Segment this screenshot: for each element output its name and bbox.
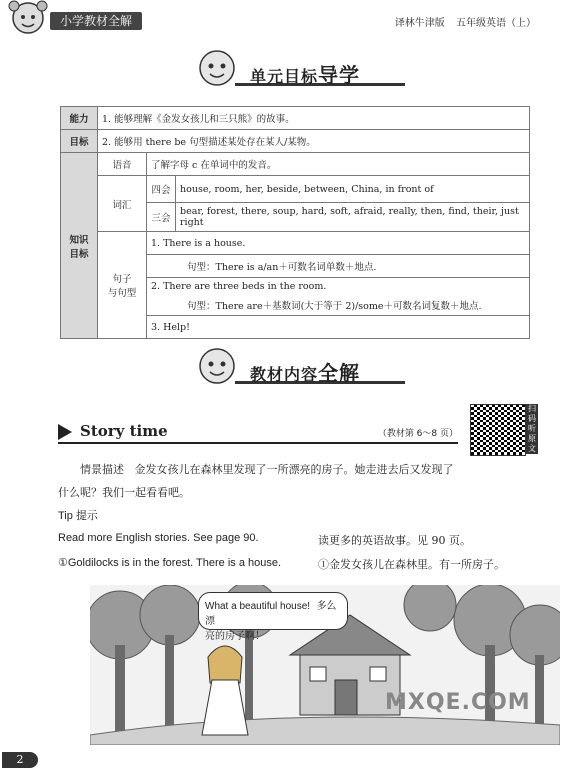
triangle-icon — [58, 424, 72, 440]
pattern-1: 句型：There is a/an＋可数名词单数＋地点. — [147, 255, 530, 278]
tip-english: Read more English stories. See page 90. — [58, 532, 259, 544]
section-title: 教材内容全解 — [250, 361, 361, 385]
knowledge-label: 知识 目标 — [61, 153, 98, 339]
section-banner-content — [195, 352, 405, 388]
pattern-2: 句型：There are＋基数词(大于等于 2)/some＋可数名词复数＋地点. — [187, 301, 482, 312]
ability-item-1: 1. 能够理解《金发女孩儿和三只熊》的故事。 — [98, 107, 530, 130]
sentence-3: 3. Help! — [147, 316, 530, 339]
brand-title: 小学教材全解 — [50, 12, 142, 30]
qr-code-icon[interactable] — [470, 404, 526, 456]
vocab-label: 词汇 — [98, 176, 147, 232]
qr-label: 扫码听原文 — [528, 404, 536, 453]
three-skill-label: 三会 — [147, 203, 176, 232]
sentence-2: 2. There are three beds in the room. 句型：There are＋基数词(大于等于 2)/some＋可数名词复数＋地点. — [147, 278, 530, 316]
four-skill-words: house, room, her, beside, between, China, in front of — [176, 176, 530, 203]
context-line-2: 什么呢？我们一起看看吧。 — [58, 486, 190, 499]
textbook-ref: （教材第 6～8 页） — [377, 429, 458, 439]
goals-table — [60, 106, 530, 339]
sentence-label: 句子 与句型 — [98, 232, 147, 339]
context-label: 情景描述 — [80, 463, 124, 476]
story-time-header — [58, 422, 458, 444]
section-banner-goals — [195, 54, 405, 90]
table-row — [61, 232, 530, 255]
mascot-logo-icon — [4, 0, 54, 40]
context-line-1: 情景描述 金发女孩儿在森林里发现了一所漂亮的房子。她走进去后又发现了 — [80, 463, 454, 476]
ability-label: 能力 — [61, 107, 98, 130]
story-line-1-cn: ①金发女孩儿在森林里。有一所房子。 — [318, 558, 505, 571]
grade-label: 五年级英语（上） — [456, 18, 536, 29]
story-title: Story time — [80, 422, 168, 440]
page-number: 2 — [2, 752, 38, 768]
ability-label-2: 目标 — [61, 130, 98, 153]
table-row — [61, 107, 530, 130]
phonics-text: 了解字母 c 在单词中的发音。 — [147, 153, 530, 176]
phonics-label: 语音 — [98, 153, 147, 176]
three-skill-words: bear, forest, there, soup, hard, soft, afraid, really, then, find, their, just right — [176, 203, 530, 232]
ability-item-2: 2. 能够用 there be 句型描述某处存在某人/某物。 — [98, 130, 530, 153]
mascot-icon — [195, 344, 239, 388]
sentence-1: 1. There is a house. — [147, 232, 530, 255]
table-row — [61, 176, 530, 203]
table-row — [61, 130, 530, 153]
speech-bubble: What a beautiful house! 多么漂 亮的房子啊！ — [198, 592, 348, 630]
tip-chinese: 读更多的英语故事。见 90 页。 — [318, 534, 471, 547]
watermark: MXQE.COM — [385, 690, 531, 715]
four-skill-label: 四会 — [147, 176, 176, 203]
book-info — [387, 14, 536, 29]
edition-label: 译林牛津版 — [394, 18, 445, 29]
story-line-1-en: ①Goldilocks is in the forest. There is a house. — [58, 557, 282, 569]
mascot-icon — [195, 46, 239, 90]
tip-label: Tip 提示 — [58, 510, 98, 522]
section-title: 单元目标导学 — [250, 63, 361, 87]
table-row — [61, 153, 530, 176]
page-header — [0, 0, 566, 40]
